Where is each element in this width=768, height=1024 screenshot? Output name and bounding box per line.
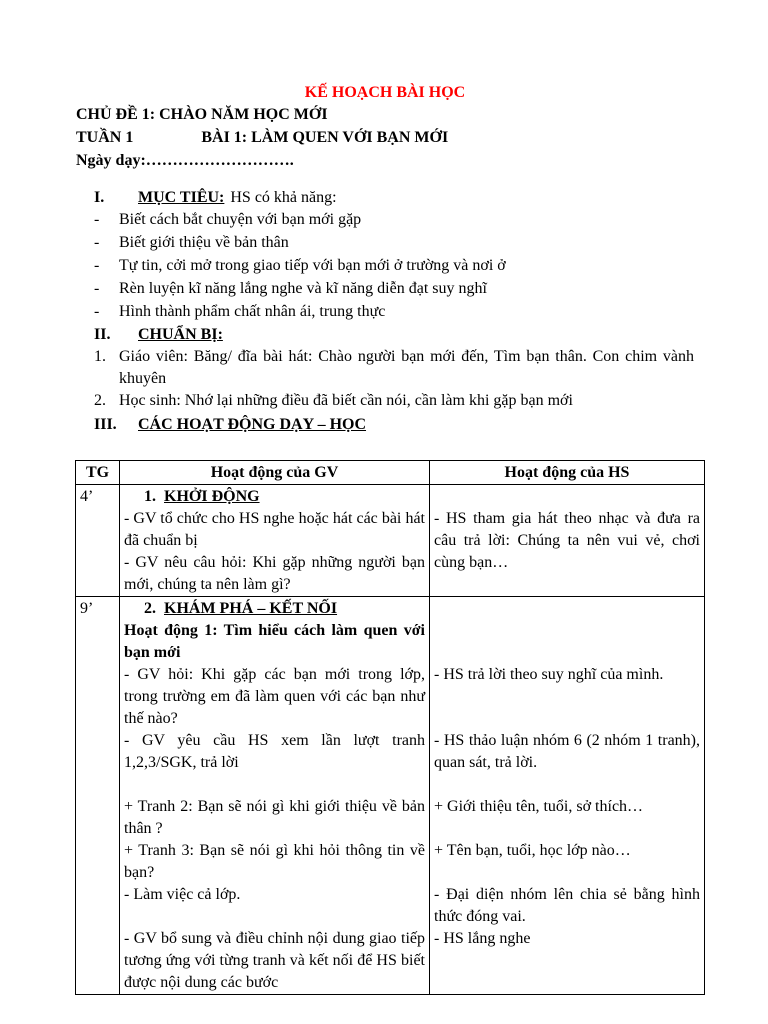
teacher-step: - GV tổ chức cho HS nghe hoặc hát các bài hát đã chuẩn bị: [124, 510, 425, 549]
header-student: Hoạt động của HS: [430, 461, 705, 485]
teaching-date-line: Ngày dạy:……………………….: [76, 152, 294, 169]
student-step: + Giới thiệu tên, tuổi, sở thích…: [434, 798, 644, 815]
section-preparation-heading: II. CHUẨN BỊ:: [94, 326, 223, 343]
list-item: 2. Học sinh: Nhớ lại những điều đã biết cần nói, cần làm khi gặp bạn mới: [94, 392, 573, 409]
time-cell: 9’: [76, 597, 120, 995]
student-step: - HS thảo luận nhóm 6 (2 nhóm 1 tranh), quan sát, trả lời.: [434, 732, 700, 771]
teacher-step: - GV hỏi: Khi gặp các bạn mới trong lớp, trong trường em đã làm quen với các bạn như thế nào?: [124, 666, 425, 727]
list-item: - Tự tin, cởi mở trong giao tiếp với bạn mới ở trường và nơi ở: [94, 257, 506, 274]
header-teacher: Hoạt động của GV: [120, 461, 430, 485]
table-header-row: [76, 461, 705, 485]
activity-subheading: Hoạt động 1: Tìm hiểu cách làm quen với bạn mới: [124, 622, 425, 661]
section-activities-heading: III. CÁC HOẠT ĐỘNG DẠY – HỌC: [94, 416, 367, 433]
lesson-label: BÀI 1: LÀM QUEN VỚI BẠN MỚI: [201, 129, 449, 146]
teacher-step: + Tranh 3: Bạn sẽ nói gì khi hỏi thông tin về bạn?: [124, 842, 425, 881]
student-cell: [430, 597, 705, 995]
page-title: KẾ HOẠCH BÀI HỌC: [304, 84, 466, 101]
section-objectives-heading: I. MỤC TIÊU: HS có khả năng:: [94, 189, 337, 206]
lesson-plan-page: [76, 82, 694, 436]
topic-line: CHỦ ĐỀ 1: CHÀO NĂM HỌC MỚI: [76, 106, 328, 123]
student-step: - HS lắng nghe: [434, 930, 531, 947]
teacher-cell: [120, 485, 430, 597]
objectives-list: [76, 209, 694, 324]
teacher-step: - Làm việc cả lớp.: [124, 886, 241, 903]
header-time: TG: [76, 461, 120, 485]
week-lesson-line: [76, 127, 694, 150]
activities-table: [75, 460, 705, 995]
teacher-step: - GV yêu cầu HS xem lần lượt tranh 1,2,3/SGK, trả lời: [124, 732, 425, 771]
teacher-step: + Tranh 2: Bạn sẽ nói gì khi giới thiệu về bản thân ?: [124, 798, 425, 837]
student-cell: [430, 485, 705, 597]
table-row: [76, 597, 705, 995]
preparation-list: [76, 346, 694, 412]
week-label: TUẦN 1: [76, 129, 134, 146]
student-step: + Tên bạn, tuổi, học lớp nào…: [434, 842, 631, 859]
list-item: - Biết cách bắt chuyện với bạn mới gặp: [94, 211, 362, 228]
table-row: [76, 485, 705, 597]
activity-heading: 1. KHỞI ĐỘNG: [144, 488, 260, 505]
teacher-cell: [120, 597, 430, 995]
teacher-step: - GV bổ sung và điều chỉnh nội dung giao tiếp tương ứng với từng tranh và kết nối để HS biết được nội dung các bước: [124, 930, 425, 991]
list-item: - Rèn luyện kĩ năng lắng nghe và kĩ năng diễn đạt suy nghĩ: [94, 280, 487, 297]
student-step: - HS tham gia hát theo nhạc và đưa ra câu trả lời: Chúng ta nên vui vẻ, chơi cùng bạn…: [434, 510, 700, 571]
list-item: - Hình thành phẩm chất nhân ái, trung thực: [94, 303, 386, 320]
time-cell: 4’: [76, 485, 120, 597]
list-item: - Biết giới thiệu về bản thân: [94, 234, 289, 251]
activity-heading: 2. KHÁM PHÁ – KẾT NỐI: [144, 600, 338, 617]
student-step: - Đại diện nhóm lên chia sẻ bằng hình thức đóng vai.: [434, 886, 700, 925]
teacher-step: - GV nêu câu hỏi: Khi gặp những người bạn mới, chúng ta nên làm gì?: [124, 554, 425, 593]
student-step: - HS trả lời theo suy nghĩ của mình.: [434, 666, 664, 683]
list-item: 1. Giáo viên: Băng/ đĩa bài hát: Chào người bạn mới đến, Tìm bạn thân. Con chim vành khuyên: [94, 348, 694, 387]
